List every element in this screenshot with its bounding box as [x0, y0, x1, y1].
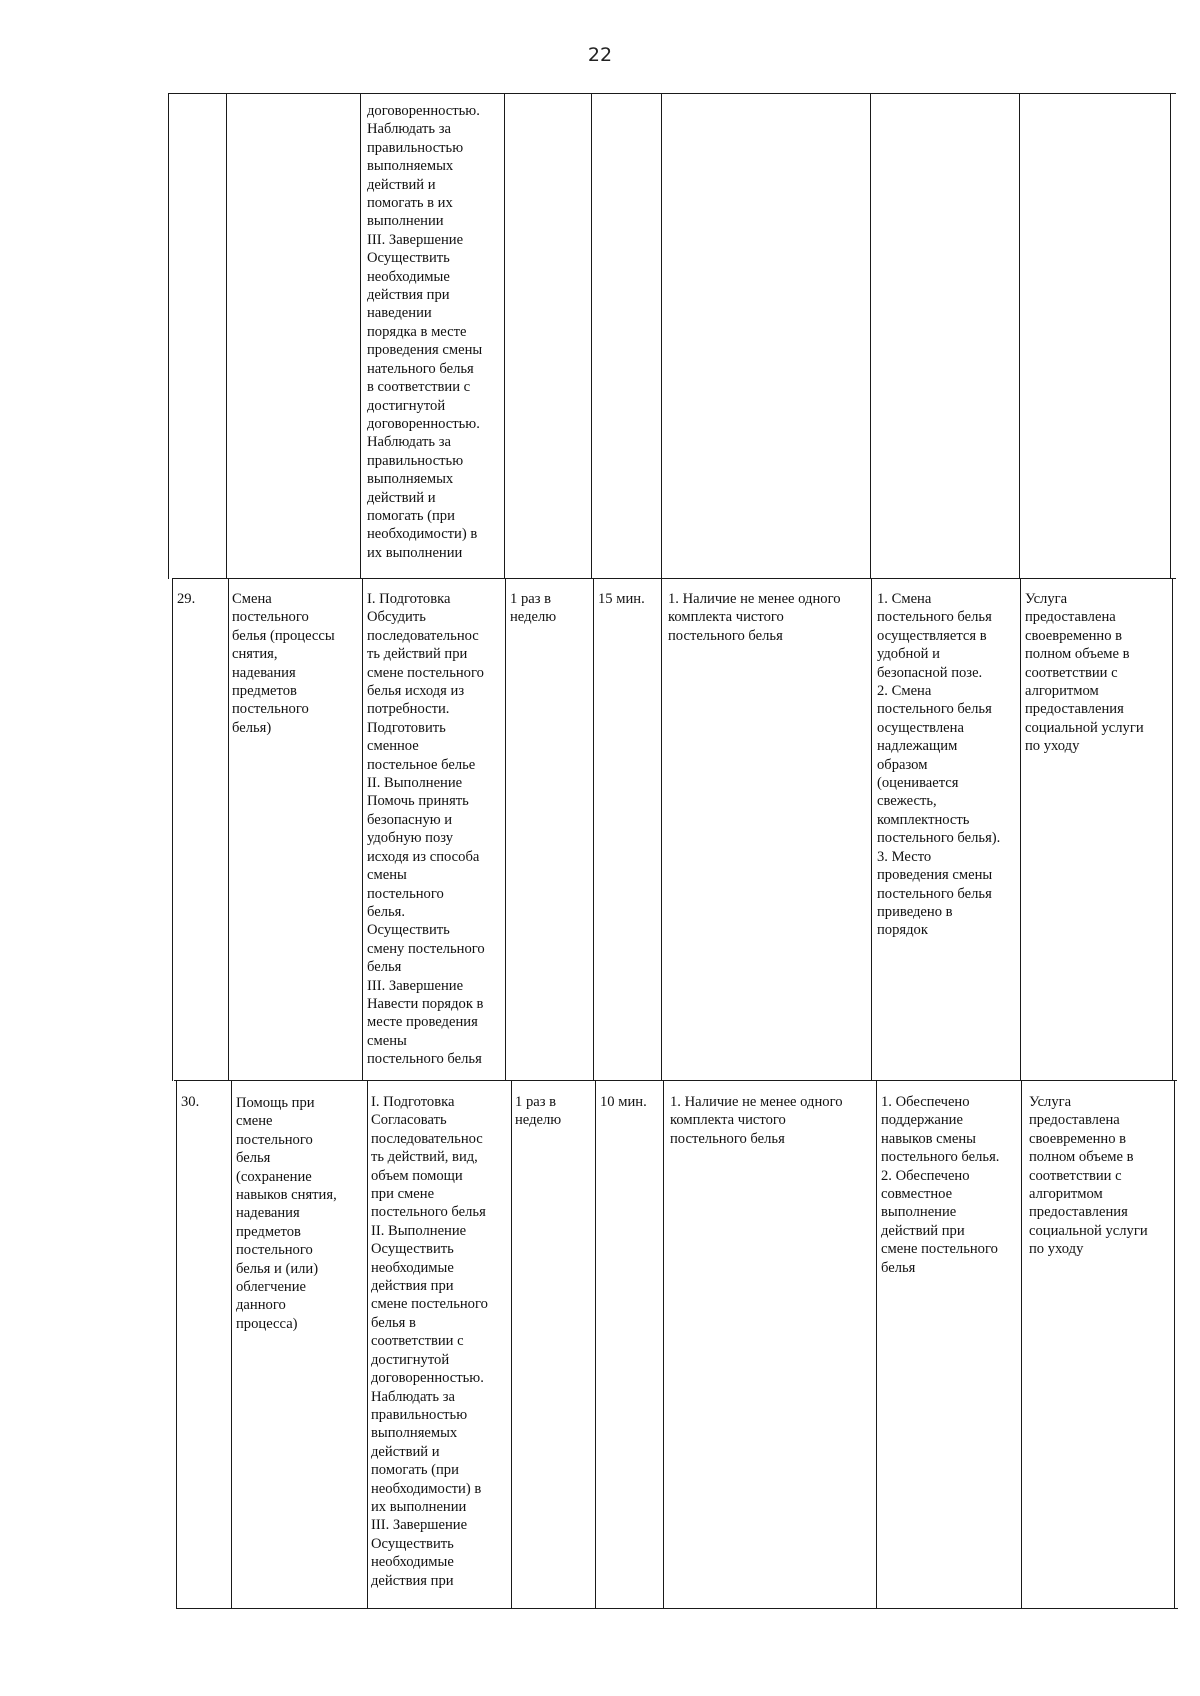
table-rule-bottom — [176, 1608, 1178, 1609]
col-rule — [593, 578, 594, 1081]
cell-algorithm: I. Подготовка Согласовать последовательнос ть действий, вид, объем помощи при смене постельного белья II. Выполнение Осуществить необходимые действия при смене постельного белья в соответствии с достигнутой договоренностью. Наблюдать за правильностью выполняемых действий и помогать (при необходимости) в их выполнении III. Завершение Осуществить необходимые действия при — [371, 1094, 488, 1589]
col-rule — [876, 1080, 877, 1609]
col-rule — [367, 1080, 368, 1609]
table-rule-top — [168, 93, 1176, 94]
cell-duration: 10 мин. — [600, 1094, 647, 1110]
col-rule — [595, 1080, 596, 1609]
col-rule — [1021, 1080, 1022, 1609]
cell-service-name: Помощь при смене постельного белья (сохранение навыков снятия, надевания предметов постельного белья и (или) облегчение данного процесса) — [236, 1095, 337, 1332]
cell-indicators: 1. Обеспечено поддержание навыков смены постельного белья. 2. Обеспечено совместное выполнение действий при смене постельного белья — [881, 1094, 1000, 1276]
col-rule — [870, 93, 871, 579]
col-rule — [1170, 93, 1171, 579]
col-rule — [1172, 578, 1173, 1081]
col-rule — [172, 578, 173, 1081]
col-rule — [511, 1080, 512, 1609]
cell-service-name: Смена постельного белья (процессы снятия, надевания предметов постельного белья) — [232, 591, 335, 736]
cell-frequency: 1 раз в неделю — [510, 591, 557, 626]
cell-algorithm: договоренностью. Наблюдать за правильностью выполняемых действий и помогать в их выполнении III. Завершение Осуществить необходимые действия при наведении порядка в месте проведения смены нательного белья в соответствии с достигнутой договоренностью. Наблюдать за правильностью выполняемых действий и помогать (при необходимости) в их выполнении — [367, 103, 483, 561]
col-rule — [176, 1080, 177, 1609]
cell-algorithm: I. Подготовка Обсудить последовательнос ть действий при смене постельного белья исходя из потребности. Подготовить сменное постельное белье II. Выполнение Помочь принять безопасную и удобную позу исходя из способа смены постельного белья. Осуществить смену постельного белья III. Завершение Навести порядок в месте проведения смены постельного белья — [367, 591, 485, 1068]
col-rule — [362, 578, 363, 1081]
cell-result: Услуга предоставлена своевременно в полном объеме в соответствии с алгоритмом предоставления социальной услуги по уходу — [1029, 1094, 1148, 1258]
cell-frequency: 1 раз в неделю — [515, 1094, 562, 1129]
page-number: 22 — [587, 44, 613, 66]
cell-indicators: 1. Смена постельного белья осуществляется в удобной и безопасной позе. 2. Смена постельного белья осуществлена надлежащим образом (оценивается свежесть, комплектность постельного белья). 3. Место проведения смены постельного белья приведено в порядок — [877, 591, 1001, 939]
table-rule-row-30 — [174, 1080, 1177, 1081]
col-rule — [168, 93, 169, 579]
col-rule — [1174, 1080, 1175, 1609]
col-rule — [228, 578, 229, 1081]
cell-number: 30. — [181, 1094, 200, 1110]
cell-resources: 1. Наличие не менее одного комплекта чистого постельного белья — [668, 591, 841, 644]
col-rule — [226, 93, 227, 579]
cell-resources: 1. Наличие не менее одного комплекта чистого постельного белья — [670, 1094, 843, 1147]
cell-number: 29. — [177, 591, 196, 607]
cell-result: Услуга предоставлена своевременно в полном объеме в соответствии с алгоритмом предоставления социальной услуги по уходу — [1025, 591, 1144, 755]
col-rule — [871, 578, 872, 1081]
col-rule — [360, 93, 361, 579]
col-rule — [663, 1080, 664, 1609]
col-rule — [1019, 93, 1020, 579]
col-rule — [231, 1080, 232, 1609]
col-rule — [504, 93, 505, 579]
col-rule — [661, 578, 662, 1081]
table-rule-row-29 — [172, 578, 1176, 579]
col-rule — [661, 93, 662, 579]
cell-duration: 15 мин. — [598, 591, 645, 607]
col-rule — [591, 93, 592, 579]
